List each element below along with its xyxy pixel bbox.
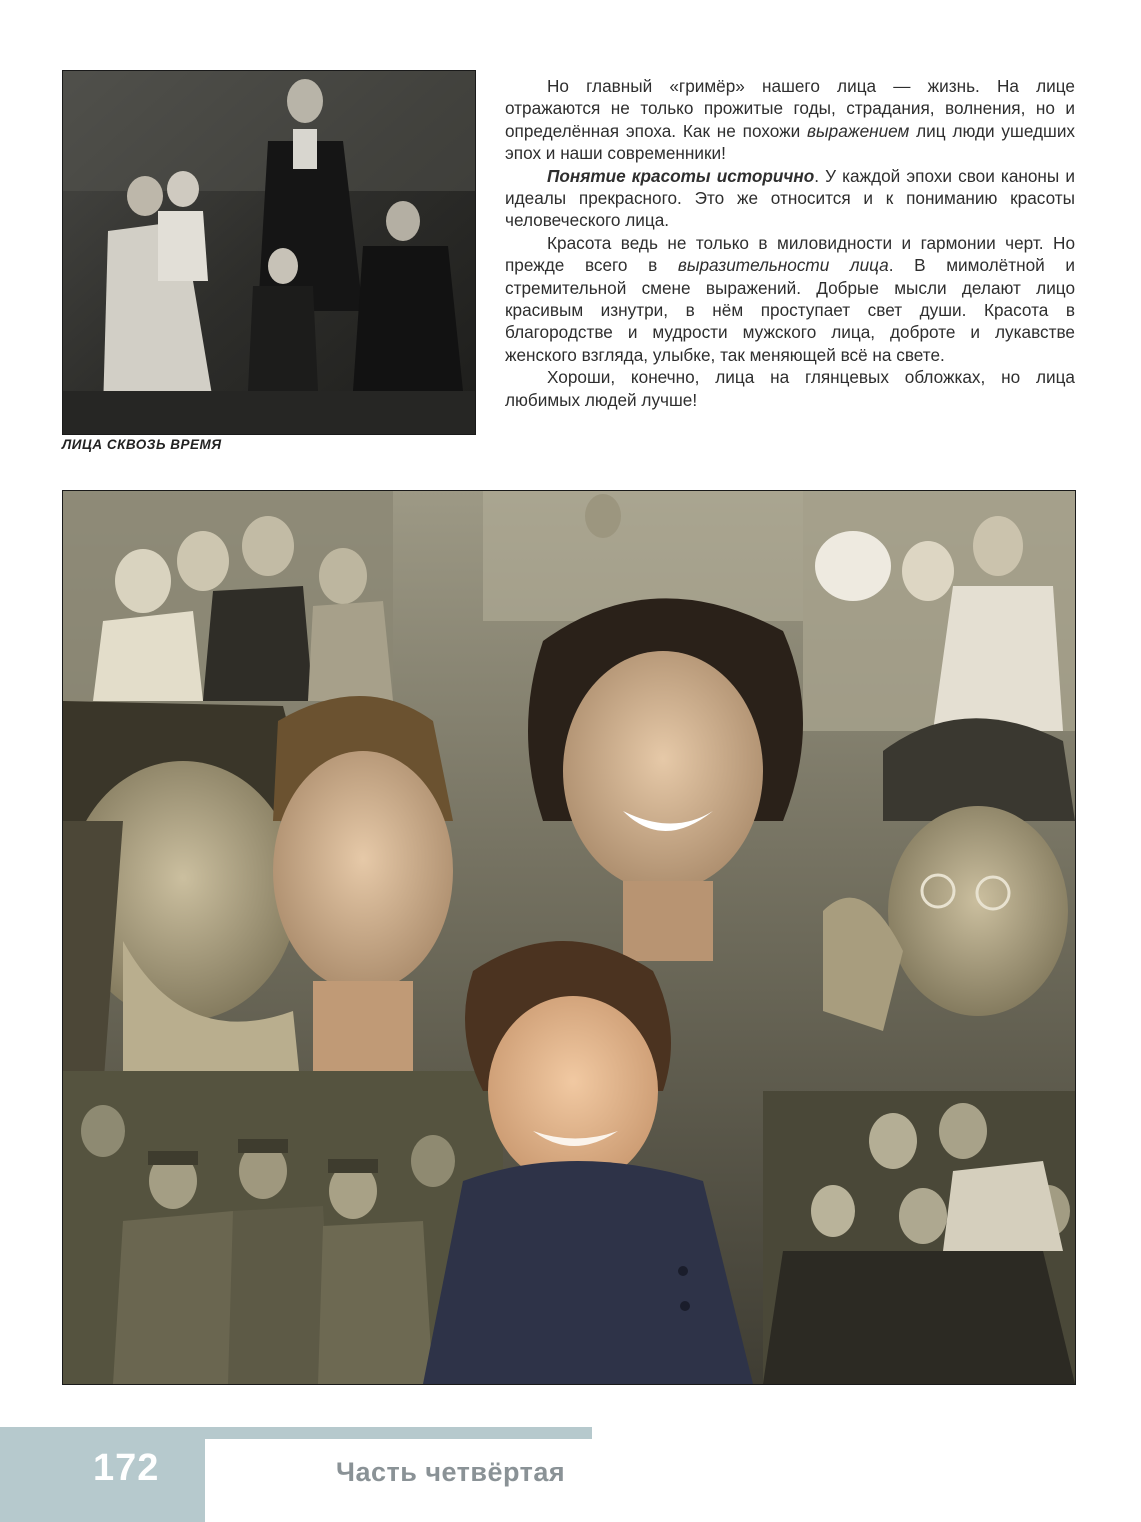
p2-run-0: Понятие красоты исторично <box>547 165 815 186</box>
photo-caption: ЛИЦА СКВОЗЬ ВРЕМЯ <box>62 437 222 452</box>
page-number: 172 <box>93 1447 160 1489</box>
part-title: Часть четвёртая <box>336 1457 566 1487</box>
footer-accent-bar <box>0 1427 592 1439</box>
p3-run-2: . В мимолётной и стремительной смене выражений. Добрые мысли делают лицо красивым изнутри, в нём проступает свет души. Красота в благородстве и мудрости мужского лица, доброте и лукавстве женского взгляда, улыбке, так меняющей всё на свете. <box>505 255 1075 365</box>
p1-run-1: выражением <box>807 120 910 141</box>
p4-run-0: Хороши, конечно, лица на глянцевых обложках, но лица любимых людей лучше! <box>505 367 1075 410</box>
p2-run-1: . У каждой эпохи свои каноны и идеалы прекрасного. Это же относится и к пониманию красоты человеческого лица. <box>505 165 1075 231</box>
p3-run-0: Красота ведь не только в миловидности и гармонии черт. Но прежде всего в <box>505 232 1075 276</box>
p1-run-0: Но главный «гримёр» нашего лица — жизнь. На лице отражаются не только прожитые годы, страдания, волнения, но и определённая эпоха. Как не похожи <box>505 76 1075 141</box>
article-text <box>505 75 1075 411</box>
faces-collage <box>62 490 1076 1385</box>
p3-run-1: выразительности лица <box>677 255 889 276</box>
p1-run-2: лиц люди ушедших эпох и наши современники! <box>505 120 1076 164</box>
paragraph-1 <box>505 75 1075 165</box>
family-photo <box>62 70 476 435</box>
paragraph-2 <box>505 165 1075 232</box>
paragraph-3 <box>505 232 1075 366</box>
paragraph-4 <box>505 366 1075 411</box>
